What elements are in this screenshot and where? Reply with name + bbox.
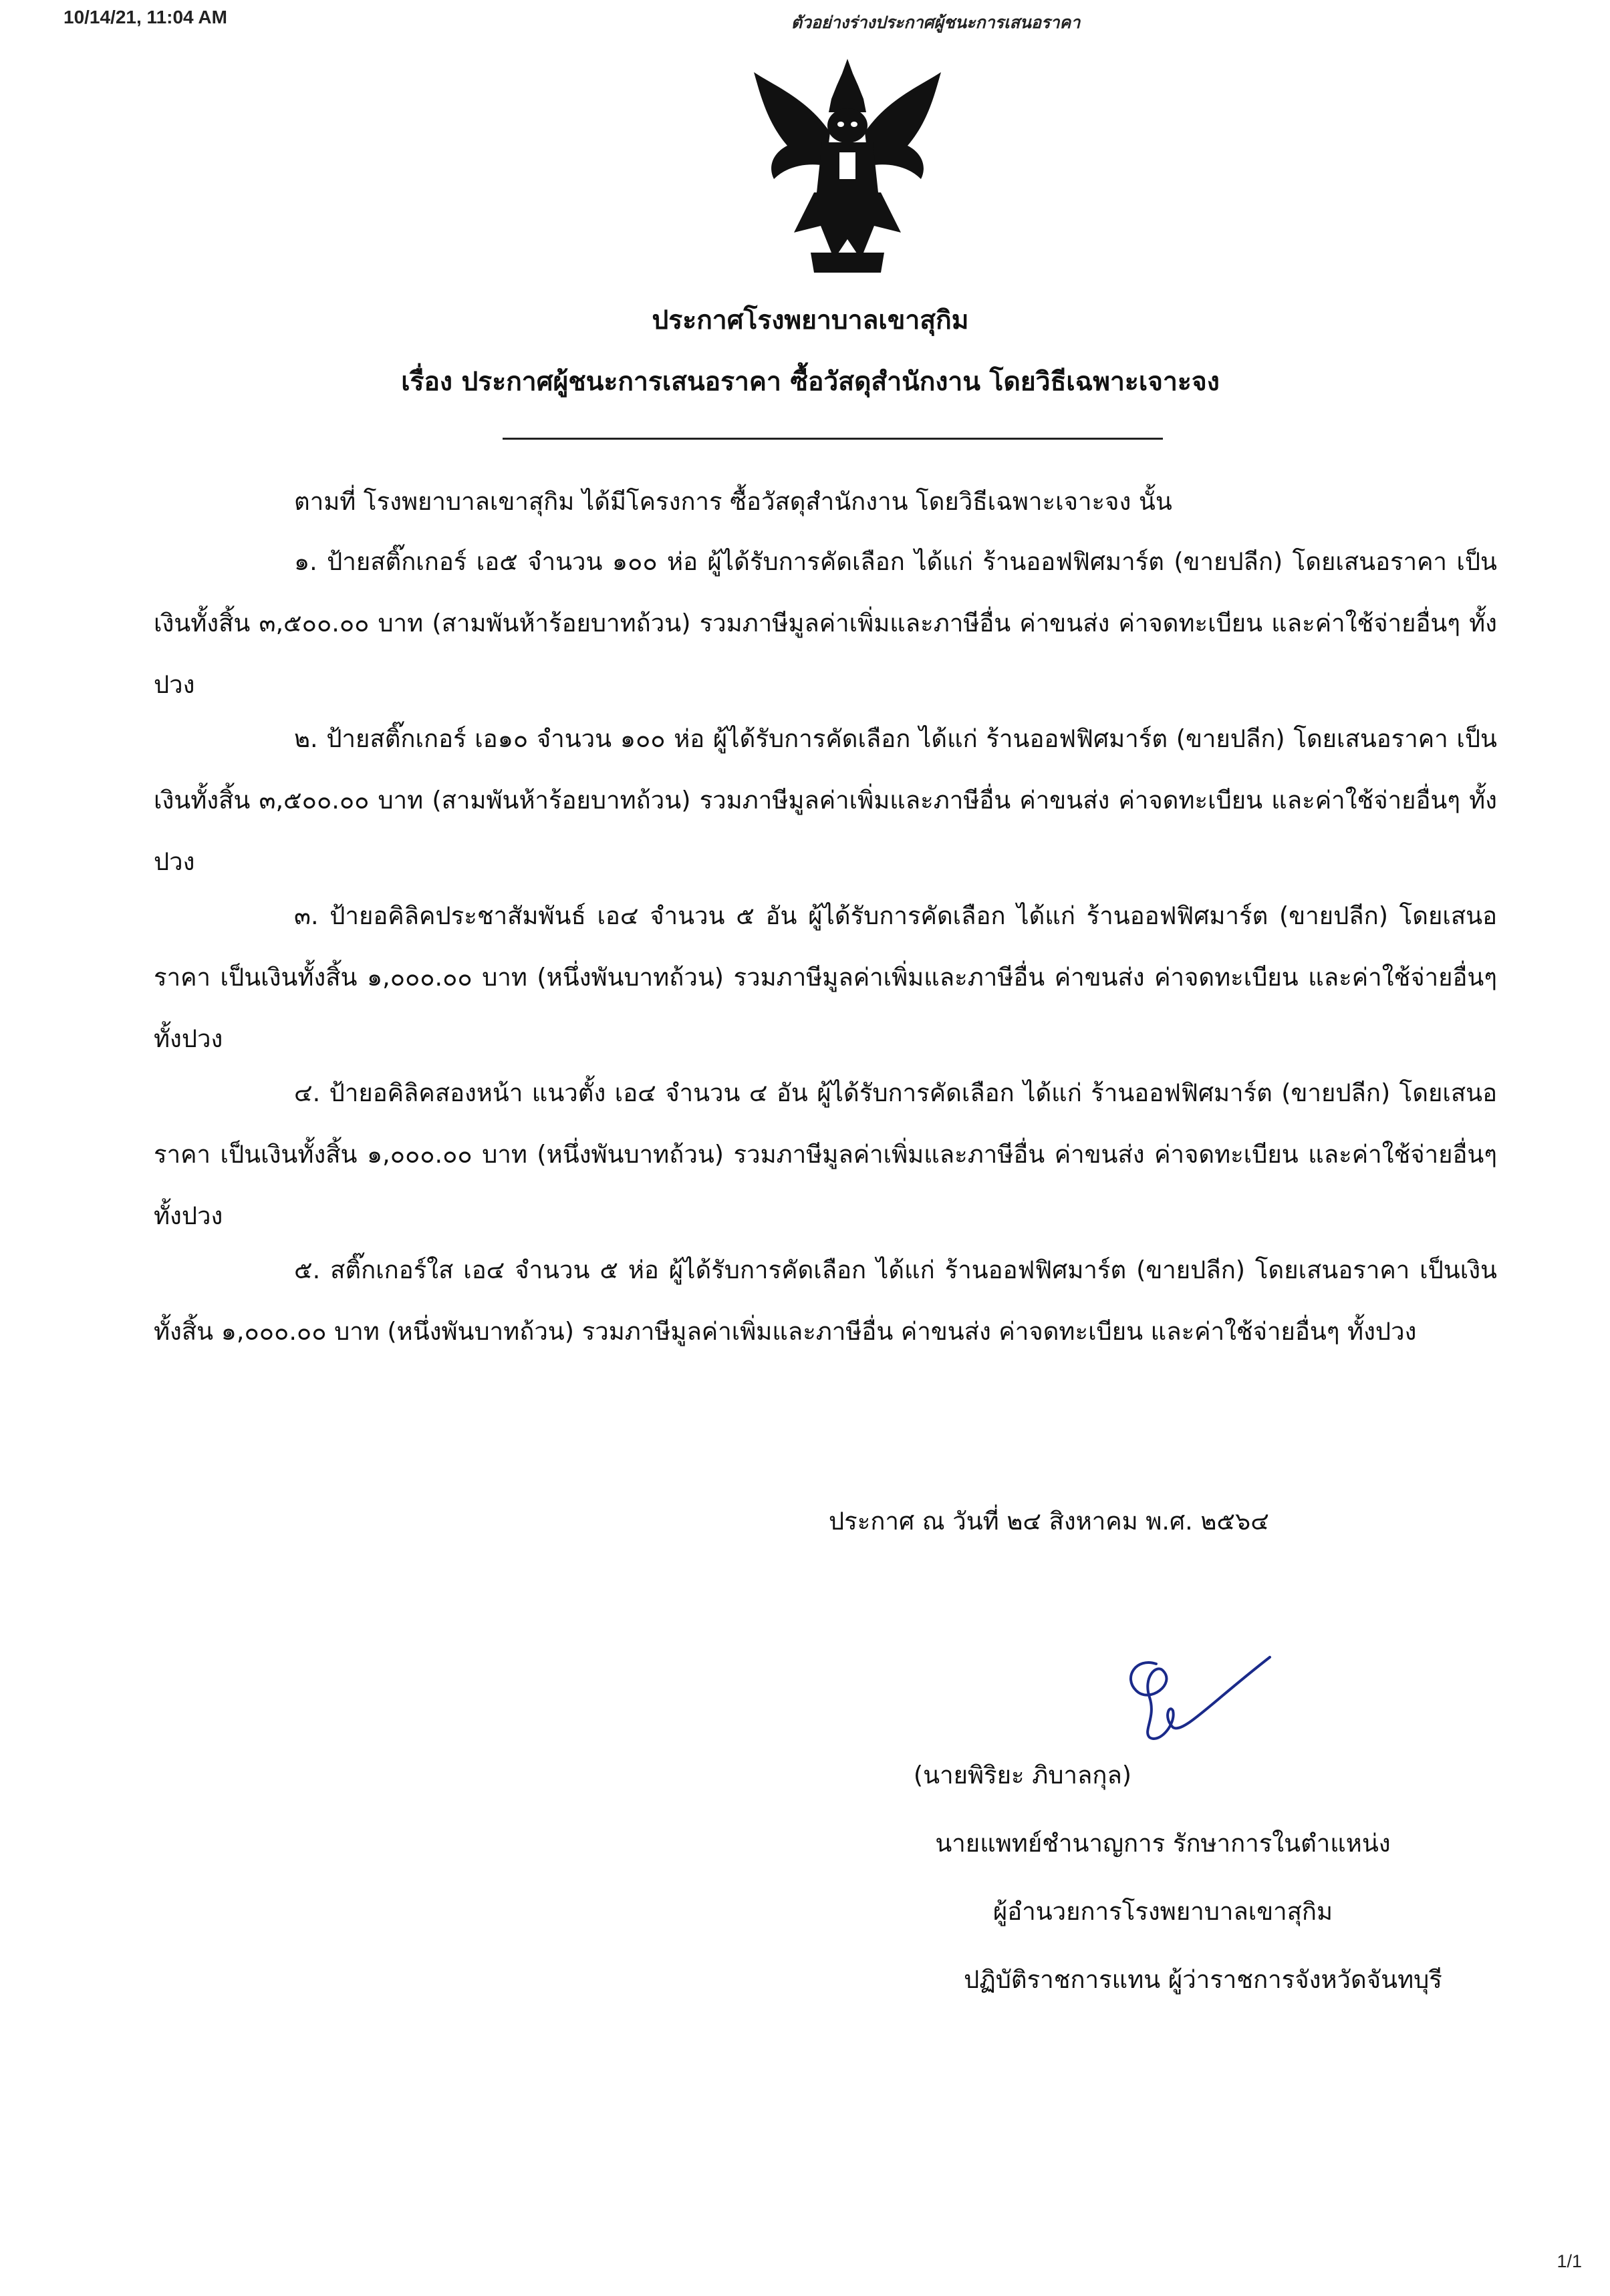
award-item: ๕. สติ๊กเกอร์ใส เอ๔ จำนวน ๕ ห่อ ผู้ได้รับการคัดเลือก ได้แก่ ร้านออฟฟิศมาร์ต (ขายปลีก) โดยเสนอราคา เป็นเงินทั้งสิ้น ๑,๐๐๐.๐๐ บาท (หนึ่งพันบาทถ้วน) รวมภาษีมูลค่าเพิ่มและภาษีอื่น ค่าขนส่ง ค่าจดทะเบียน และค่าใช้จ่ายอื่นๆ ทั้งปวง xyxy=(154,1256,1497,1346)
print-timestamp: 10/14/21, 11:04 AM xyxy=(63,7,227,27)
intro-paragraph: ตามที่ โรงพยาบาลเขาสุกิม ได้มีโครงการ ซื้อวัสดุสำนักงาน โดยวิธีเฉพาะเจาะจง นั้น xyxy=(294,487,1172,516)
document-label: ตัวอย่างร่างประกาศผู้ชนะการเสนอราคา xyxy=(791,13,1081,32)
announcement-title: ประกาศโรงพยาบาลเขาสุกิม xyxy=(652,305,969,335)
handwritten-signature-icon xyxy=(1109,1644,1283,1751)
announcement-subject: เรื่อง ประกาศผู้ชนะการเสนอราคา ซื้อวัสดุสำนักงาน โดยวิธีเฉพาะเจาะจง xyxy=(401,367,1220,397)
award-item: ๔. ป้ายอคิลิคสองหน้า แนวตั้ง เอ๔ จำนวน ๔ อัน ผู้ได้รับการคัดเลือก ได้แก่ ร้านออฟฟิศมาร์ต (ขายปลีก) โดยเสนอราคา เป็นเงินทั้งสิ้น ๑,๐๐๐.๐๐ บาท (หนึ่งพันบาทถ้วน) รวมภาษีมูลค่าเพิ่มและภาษีอื่น ค่าขนส่ง ค่าจดทะเบียน และค่าใช้จ่ายอื่นๆ ทั้งปวง xyxy=(154,1079,1497,1230)
signer-position: ปฏิบัติราชการแทน ผู้ว่าราชการจังหวัดจันทบุรี xyxy=(964,1965,1442,1994)
title-underline xyxy=(503,438,1163,440)
award-item: ๑. ป้ายสติ๊กเกอร์ เอ๕ จำนวน ๑๐๐ ห่อ ผู้ได้รับการคัดเลือก ได้แก่ ร้านออฟฟิศมาร์ต (ขายปลีก) โดยเสนอราคา เป็นเงินทั้งสิ้น ๓,๕๐๐.๐๐ บาท (สามพันห้าร้อยบาทถ้วน) รวมภาษีมูลค่าเพิ่มและภาษีอื่น ค่าขนส่ง ค่าจดทะเบียน และค่าใช้จ่ายอื่นๆ ทั้งปวง xyxy=(154,547,1497,699)
award-item: ๓. ป้ายอคิลิคประชาสัมพันธ์ เอ๔ จำนวน ๕ อัน ผู้ได้รับการคัดเลือก ได้แก่ ร้านออฟฟิศมาร์ต (ขายปลีก) โดยเสนอราคา เป็นเงินทั้งสิ้น ๑,๐๐๐.๐๐ บาท (หนึ่งพันบาทถ้วน) รวมภาษีมูลค่าเพิ่มและภาษีอื่น ค่าขนส่ง ค่าจดทะเบียน และค่าใช้จ่ายอื่นๆ ทั้งปวง xyxy=(154,901,1497,1053)
award-item: ๒. ป้ายสติ๊กเกอร์ เอ๑๐ จำนวน ๑๐๐ ห่อ ผู้ได้รับการคัดเลือก ได้แก่ ร้านออฟฟิศมาร์ต (ขายปลีก) โดยเสนอราคา เป็นเงินทั้งสิ้น ๓,๕๐๐.๐๐ บาท (สามพันห้าร้อยบาทถ้วน) รวมภาษีมูลค่าเพิ่มและภาษีอื่น ค่าขนส่ง ค่าจดทะเบียน และค่าใช้จ่ายอื่นๆ ทั้งปวง xyxy=(154,724,1497,876)
garuda-emblem-icon xyxy=(747,59,948,273)
page-number: 1/1 xyxy=(1557,2251,1582,2271)
signer-position: ผู้อำนวยการโรงพยาบาลเขาสุกิม xyxy=(992,1897,1333,1926)
signer-name: (นายพิริยะ ภิบาลกุล) xyxy=(913,1761,1132,1789)
signer-position: นายแพทย์ชำนาญการ รักษาการในตำแหน่ง xyxy=(935,1829,1391,1858)
announcement-date: ประกาศ ณ วันที่ ๒๔ สิงหาคม พ.ศ. ๒๕๖๔ xyxy=(829,1507,1269,1536)
